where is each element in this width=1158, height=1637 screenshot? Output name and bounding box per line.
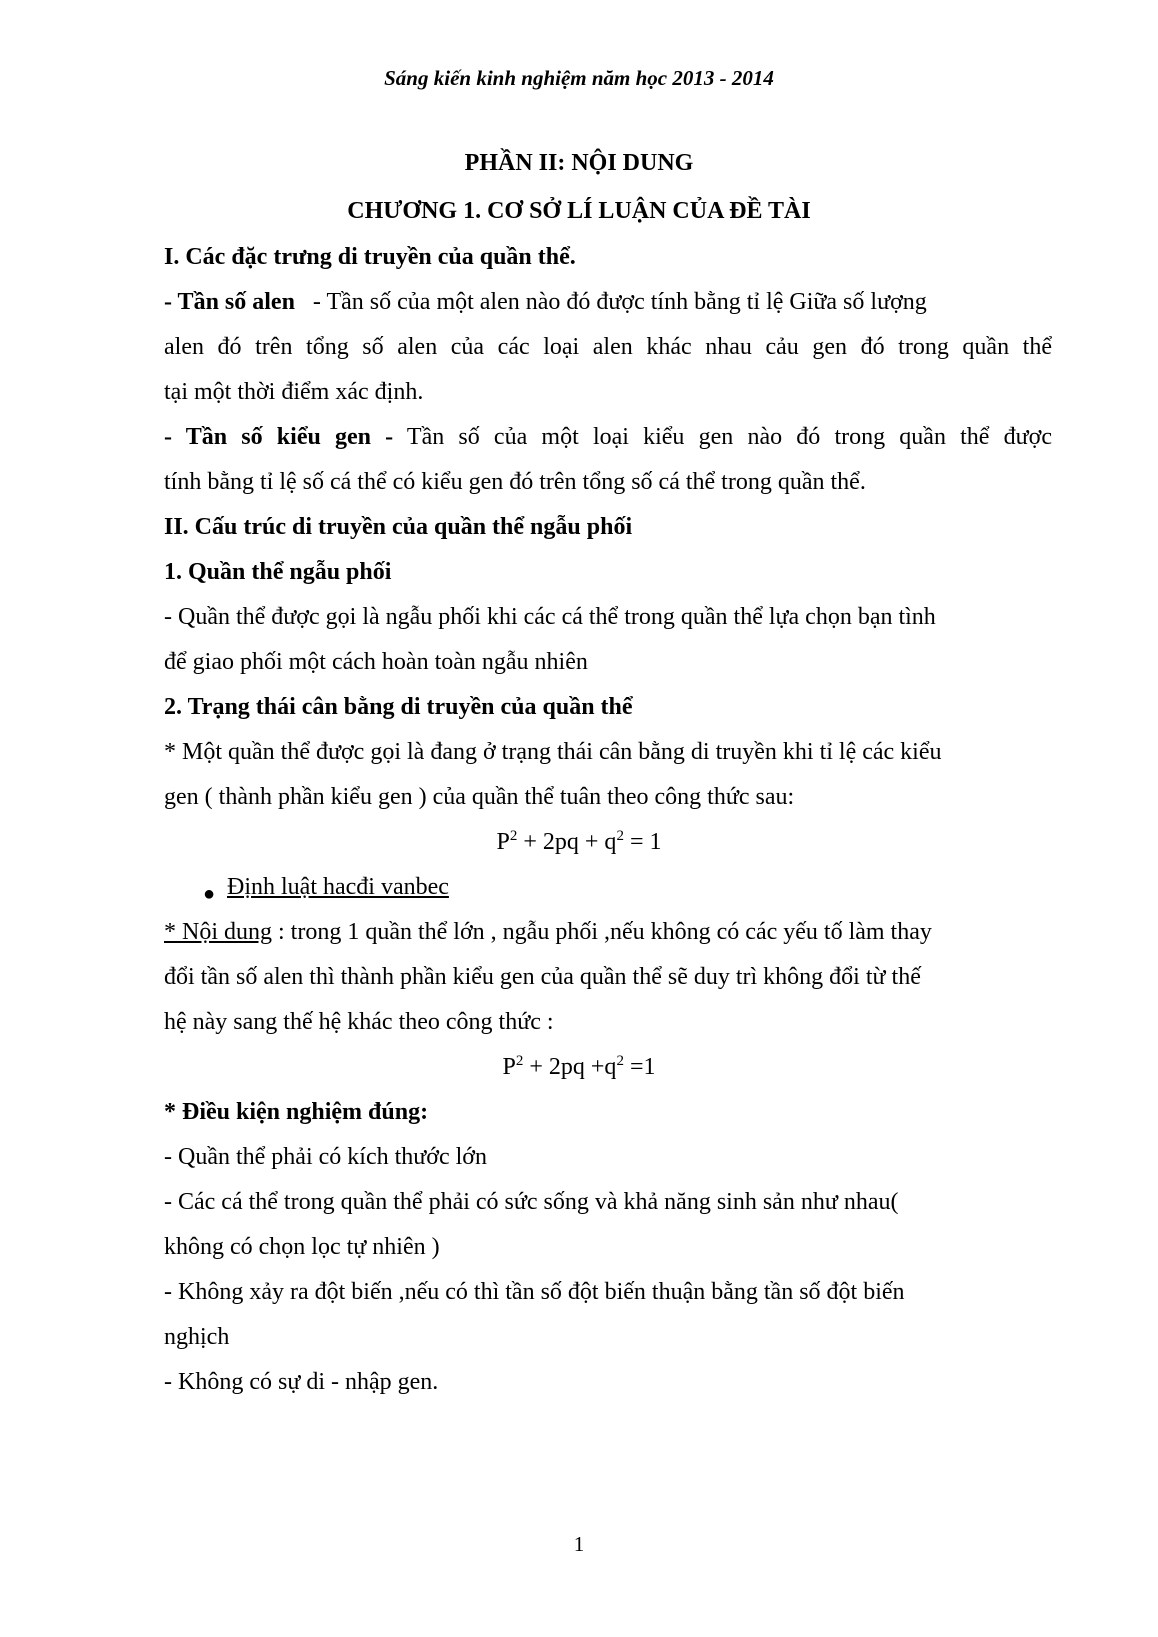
random-mating-line1: - Quần thể được gọi là ngẫu phối khi các cá thể trong quần thể lựa chọn bạn tình (164, 604, 936, 630)
subsection1-heading: 1. Quần thể ngẫu phối (164, 559, 392, 585)
content-label: * Nội dung (164, 919, 272, 945)
allele-text-1: - Tần số của một alen nào đó được tính bằng tỉ lệ Giữa số lượng (312, 289, 927, 315)
chapter-title: CHƯƠNG 1. CƠ SỞ LÍ LUẬN CỦA ĐỀ TÀI (347, 198, 811, 224)
content-line3: hệ này sang thế hệ khác theo công thức : (164, 1009, 554, 1035)
page-number: 1 (573, 1532, 585, 1556)
genotype-paragraph-line1 (164, 424, 1052, 451)
content-line2: đổi tần số alen thì thành phần kiểu gen của quần thể sẽ duy trì không đổi từ thế (164, 964, 921, 990)
section2-heading: II. Cấu trúc di truyền của quần thể ngẫu phối (164, 514, 633, 540)
allele-paragraph-line1 (164, 289, 927, 316)
content-line1 (164, 919, 932, 946)
condition-3-line2: nghịch (164, 1324, 230, 1350)
condition-4: - Không có sự di - nhập gen. (164, 1369, 439, 1395)
page-header: Sáng kiến kinh nghiệm năm học 2013 - 2014 (384, 66, 774, 90)
condition-1: - Quần thể phải có kích thước lớn (164, 1144, 487, 1170)
condition-2-line1: - Các cá thể trong quần thể phải có sức sống và khả năng sinh sản như nhau( (164, 1189, 899, 1215)
hardy-weinberg-law: Định luật hacđi vanbec (227, 874, 449, 900)
section1-heading: I. Các đặc trưng di truyền của quần thể. (164, 244, 576, 270)
allele-label: - Tần số alen (164, 289, 295, 315)
random-mating-line2: để giao phối một cách hoàn toàn ngẫu nhiên (164, 649, 588, 675)
allele-paragraph-line2: alen đó trên tổng số alen của các loại alen khác nhau cảu gen đó trong quần thể (164, 334, 1052, 360)
subsection2-heading: 2. Trạng thái cân bằng di truyền của quần thể (164, 694, 633, 720)
content-text-1: : trong 1 quần thể lớn , ngẫu phối ,nếu không có các yếu tố làm thay (278, 919, 932, 945)
condition-3-line1: - Không xảy ra đột biến ,nếu có thì tần số đột biến thuận bằng tần số đột biến (164, 1279, 905, 1305)
equilibrium-line2: gen ( thành phần kiểu gen ) của quần thể tuân theo công thức sau: (164, 784, 795, 810)
genotype-text-1: Tần số của một loại kiểu gen nào đó trong quần thể được (406, 424, 1052, 450)
condition-2-line2: không có chọn lọc tự nhiên ) (164, 1234, 440, 1260)
genotype-paragraph-line2: tính bằng tỉ lệ số cá thể có kiểu gen đó trên tổng số cá thể trong quần thể. (164, 469, 866, 495)
condition-heading: * Điều kiện nghiệm đúng: (164, 1099, 429, 1125)
equilibrium-line1: * Một quần thể được gọi là đang ở trạng thái cân bằng di truyền khi tỉ lệ các kiểu (164, 739, 942, 765)
genotype-label: - Tần số kiểu gen - (164, 424, 394, 450)
allele-paragraph-line3: tại một thời điểm xác định. (164, 379, 424, 405)
formula-1: $P^2 + 2pq + q^2 = 1$ (496, 828, 662, 855)
part-title: PHẦN II: NỘI DUNG (464, 150, 694, 176)
formula-2: $P^2 + 2pq +q^2 =1$ (502, 1053, 656, 1080)
bullet-dot-icon: ● (203, 883, 216, 905)
